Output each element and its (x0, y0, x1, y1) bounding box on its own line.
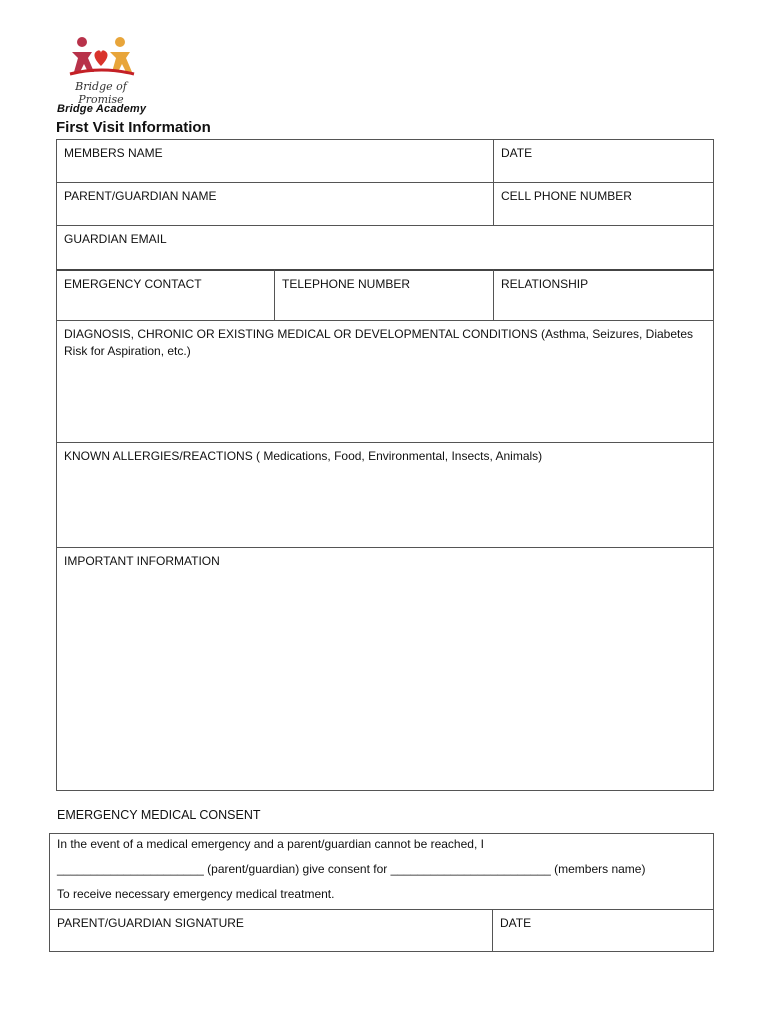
date-field[interactable] (493, 139, 714, 183)
diagnosis-field[interactable] (56, 320, 714, 443)
emergency-contact-label: EMERGENCY CONTACT (64, 277, 202, 291)
relationship-label: RELATIONSHIP (501, 277, 589, 291)
consent-line-1: In the event of a medical emergency and a parent/guardian cannot be reached, I (57, 837, 484, 851)
important-information-label: IMPORTANT INFORMATION (64, 554, 220, 568)
telephone-number-field[interactable] (274, 269, 494, 321)
signature-label: PARENT/GUARDIAN SIGNATURE (57, 916, 244, 930)
logo-wordmark: Bridge of Promise (75, 80, 127, 106)
guardian-email-field[interactable] (56, 225, 714, 270)
relationship-field[interactable] (493, 269, 714, 321)
parent-guardian-name-field[interactable] (56, 182, 494, 226)
diagnosis-label: DIAGNOSIS, CHRONIC OR EXISTING MEDICAL OR DEVELOPMENTAL CONDITIONS (Asthma, Seizures, Diabetes Risk for Aspiration, etc.) (64, 327, 694, 358)
important-information-field[interactable] (56, 547, 714, 791)
organization-name: Bridge Academy (57, 103, 147, 115)
consent-line-2[interactable]: ______________________ (parent/guardian) give consent for ________________________ (members name) (57, 862, 646, 876)
signature-date-label: DATE (500, 916, 532, 930)
consent-line-3: To receive necessary emergency medical treatment. (57, 887, 335, 901)
telephone-number-label: TELEPHONE NUMBER (282, 277, 411, 291)
guardian-email-label: GUARDIAN EMAIL (64, 232, 167, 246)
form-title: First Visit Information (56, 119, 211, 136)
allergies-label: KNOWN ALLERGIES/REACTIONS ( Medications, Food, Environmental, Insects, Animals) (64, 449, 543, 463)
signature-date-field[interactable] (492, 909, 714, 952)
members-name-field[interactable] (56, 139, 494, 183)
date-label: DATE (501, 146, 533, 160)
consent-heading: EMERGENCY MEDICAL CONSENT (57, 808, 261, 822)
allergies-field[interactable] (56, 442, 714, 548)
emergency-contact-field[interactable] (56, 269, 275, 321)
cell-phone-label: CELL PHONE NUMBER (501, 189, 632, 203)
signature-field[interactable] (49, 909, 493, 952)
cell-phone-field[interactable] (493, 182, 714, 226)
parent-guardian-name-label: PARENT/GUARDIAN NAME (64, 189, 217, 203)
members-name-label: MEMBERS NAME (64, 146, 163, 160)
